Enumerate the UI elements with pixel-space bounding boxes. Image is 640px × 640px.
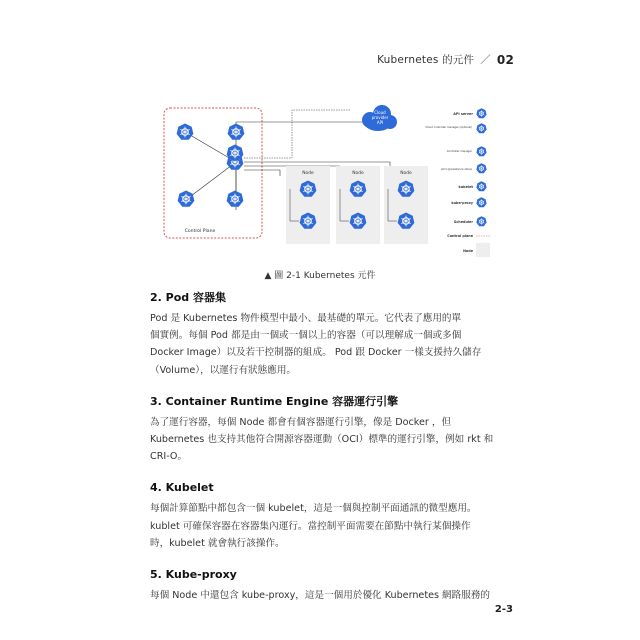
legend-controller-manager: Controller manager <box>446 150 472 153</box>
chapter-number: 02 <box>496 52 514 67</box>
api-server-icon <box>228 123 245 139</box>
text-line: 為了運行容器，每個 Node 都會有個容器運行引擎，像是 Docker ，但 <box>150 416 452 428</box>
section-title-kube-proxy: 5. Kube-proxy <box>150 568 237 582</box>
legend-control-plane: Control plane <box>447 234 473 238</box>
text-line: CRI-O。 <box>150 451 188 463</box>
text-line: 每個計算節點中都包含一個 kubelet，這是一個與控制平面通訊的微型應用。 <box>150 503 477 515</box>
figure-caption: ▲ 圖 2-1 Kubernetes 元件 <box>264 271 376 281</box>
text-line: 時，kubelet 就會執行該操作。 <box>150 537 285 549</box>
section-title-kubelet: 4. Kubelet <box>150 481 214 495</box>
legend-cloud-controller: Cloud controller manager (optional) <box>425 126 472 129</box>
cloud-label-2: provider <box>371 115 389 120</box>
text-line: Docker Image）以及若干控制器的組成。 Pod 跟 Docker 一樣支援持久儲存 <box>150 347 482 359</box>
page-number: 2-3 <box>494 604 513 615</box>
section-body-pod <box>150 310 502 379</box>
cloud-label-3: API <box>376 120 384 125</box>
section-body-kubelet <box>150 500 502 552</box>
node-label-2: Node <box>352 171 364 176</box>
etcd-store-icon <box>227 190 244 206</box>
cloud-controller-manager-icon <box>177 123 194 139</box>
header-separator: ／ <box>480 54 491 66</box>
legend-api-server: API server <box>453 112 473 116</box>
section-body-kube-proxy <box>150 587 502 604</box>
text-line: Kubernetes 也支持其他符合開源容器運動（OCI）標準的運行引擎，例如 rkt 和 <box>150 434 494 446</box>
section-body-runtime <box>150 414 502 466</box>
header-title: Kubernetes 的元件 <box>377 54 475 66</box>
legend-kube-proxy: kube-proxy <box>451 201 473 205</box>
section-title-runtime: 3. Container Runtime Engine 容器運行引擎 <box>150 394 399 408</box>
control-plane-label: Control Plane <box>184 229 216 234</box>
cloud-label-1: Cloud <box>374 110 386 115</box>
text-line: 每個 Node 中還包含 kube-proxy，這是一個用於優化 Kubernetes 網路服務的 <box>150 590 491 602</box>
legend <box>426 108 490 257</box>
node-box-3 <box>384 166 428 244</box>
legend-scheduler: Scheduler <box>453 220 473 224</box>
legend-node: Node <box>463 249 473 253</box>
section-title-pod: 2. Pod 容器集 <box>150 291 226 304</box>
body-content <box>150 290 502 604</box>
node-label-1: Node <box>302 171 314 176</box>
running-header <box>377 52 514 67</box>
node-box-2 <box>336 166 380 244</box>
scheduler-icon <box>178 190 195 206</box>
text-line: （Volume），以運行有狀態應用。 <box>150 364 297 376</box>
legend-kubelet: kubelet <box>458 185 473 189</box>
text-line: 個實例。每個 Pod 都是由一個或一個以上的容器（可以理解成一個或多個 <box>150 330 462 342</box>
text-line: Pod 是 Kubernetes 物件模型中最小、最基礎的單元。它代表了應用的單 <box>150 313 462 324</box>
node-label-3: Node <box>400 171 412 176</box>
cloud-provider-icon <box>362 105 397 131</box>
kubernetes-components-diagram <box>150 100 500 265</box>
text-line: kublet 可確保容器在容器集內運行。當控制平面需要在節點中執行某個操作 <box>150 520 471 532</box>
legend-etcd: etcd (persistence store) <box>441 168 472 171</box>
node-box-1 <box>286 166 330 244</box>
